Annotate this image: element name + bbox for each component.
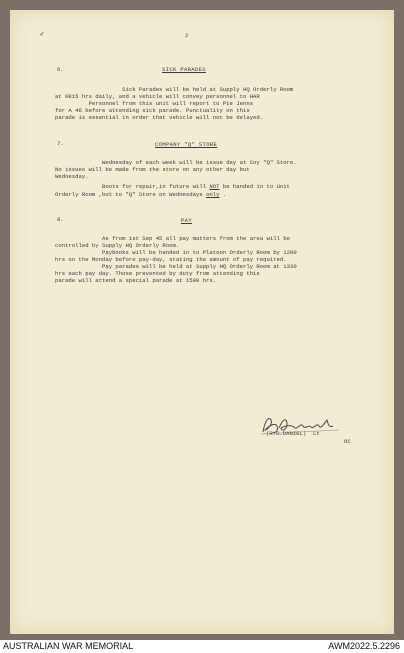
footer-reference: AWM2022.5.2296: [328, 641, 400, 651]
section-line: hrs on the Monday before pay-day, stating the amount of pay required.: [55, 256, 287, 263]
section-heading: PAY: [181, 217, 192, 224]
section-number: 7.: [57, 140, 64, 147]
footer-source: AUSTRALIAN WAR MEMORIAL: [3, 641, 134, 651]
page-number: 2: [185, 32, 189, 39]
section-line: Boots for repair,in future will NOT be handed in to Unit: [55, 183, 290, 190]
section-number: 8.: [57, 216, 64, 223]
archive-footer: [0, 640, 404, 653]
section-line: Orderly Room ,but to "Q" Store on Wednesdays only .: [55, 191, 227, 198]
section-line: As from 1st Sep 45 all pay matters from the area will be: [55, 235, 290, 242]
section-line: Pay parades will be held at Supply HQ Orderly Room at 1330: [55, 263, 297, 270]
section-line: parade is essential in order that vehicle will not be delayed.: [55, 114, 264, 121]
signature-block: (R.S.DANIEL) Lt: [266, 430, 320, 437]
section-line: Personnel from this unit will report to Pte Jenns: [55, 100, 254, 107]
section-line: Sick Parades will be held at Supply HQ Orderly Room: [55, 86, 294, 93]
section-number: 6.: [57, 66, 64, 73]
section-line: hrs each pay day. Those prevented by duty from attending this: [55, 270, 260, 277]
section-line: parade will attend a special parade at 1500 hrs.: [55, 277, 217, 284]
section-line: for A 46 before attending sick parade. Punctuality on this: [55, 107, 250, 114]
section-heading: COMPANY "Q" STORE: [155, 141, 218, 148]
section-line: controlled by Supply HQ Orderly Room.: [55, 242, 180, 249]
section-line: at 0815 hrs daily, and a vehicle will convey personnel to HAR: [55, 93, 260, 100]
section-line: Paybooks will be handed in to Platoon Orderly Room by 1200: [55, 249, 297, 256]
tick-mark: ✓: [40, 31, 45, 39]
section-heading: SICK PARADES: [162, 66, 206, 73]
section-line: No issues will be made from the store on any other day but: [55, 166, 250, 173]
section-line: Wednesday.: [55, 173, 89, 180]
section-line: Wednesday of each week will be issue day at Coy "Q" Store.: [55, 159, 297, 166]
signature-title: OC: [344, 438, 351, 445]
